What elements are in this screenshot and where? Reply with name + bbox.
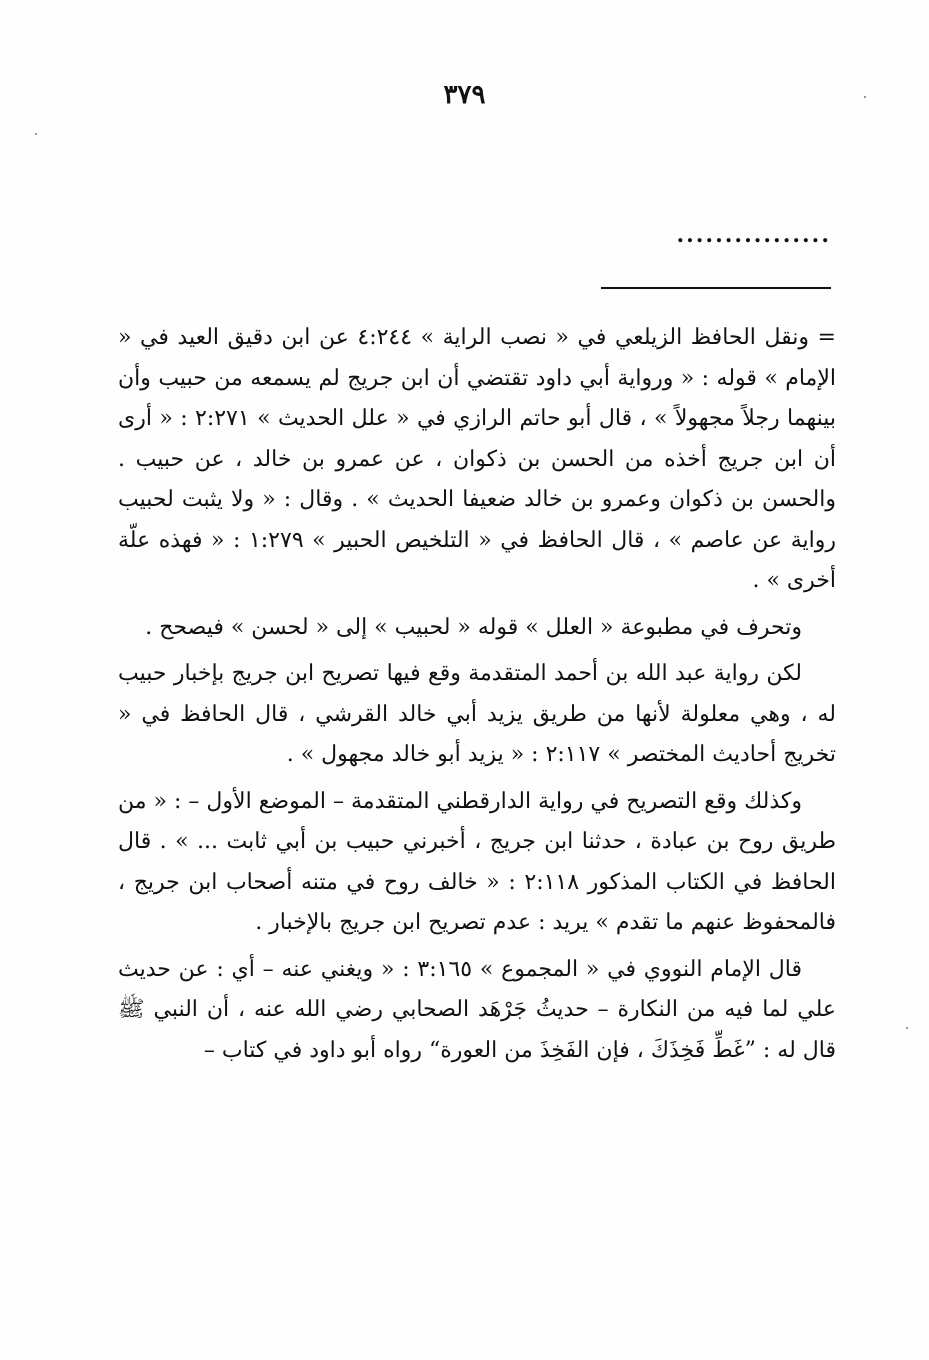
footnote-paragraph: وكذلك وقع التصريح في رواية الدارقطني المتقدمة – الموضع الأول – : « من طريق روح بن عبادة ، حدثنا ابن جريج ، أخبرني حبيب بن أبي ثابت ... » . قال الحافظ في الكتاب المذكور ٢:١١٨ : « خالف روح في متنه أصحاب ابن جريج ، فالمحفوظ عنهم ما تقدم » يريد : عدم تصريح ابن جريج بالإخبار . [118,788,836,935]
footnote-paragraph: لكن رواية عبد الله بن أحمد المتقدمة وقع فيها تصريح ابن جريج بإخبار حبيب له ، وهي معلولة لأنها من طريق يزيد أبي خالد القرشي ، قال الحافظ في « تخريج أحاديث المختصر » ٢:١١٧ : « يزيد أبو خالد مجهول » . [118,661,836,767]
page-number: ٣٧٩ [443,80,486,110]
footnote-separator-rule [601,287,831,289]
ellipsis-dots: ................ [676,222,831,248]
scan-speck [864,96,866,98]
scan-speck [906,1027,908,1029]
scan-speck [35,133,37,135]
footnote-text-block [118,318,836,1077]
footnote-paragraph: قال الإمام النووي في « المجموع » ٣:١٦٥ : « ويغني عنه – أي : عن حديث علي لما فيه من النكارة – حديثُ جَرْهَد الصحابي رضي الله عنه ، أن النبي ﷺ قال له : ”غَطِّ فَخِذَكَ ، فإن الفَخِذَ من العورة“ رواه أبو داود في كتاب – [118,956,836,1063]
footnote-paragraph: وتحرف في مطبوعة « العلل » قوله « لحبيب » إلى « لحسن » فيصحح . [145,614,802,640]
footnote-paragraph: = ونقل الحافظ الزيلعي في « نصب الراية » ٤:٢٤٤ عن ابن دقيق العيد في « الإمام » قوله : « ورواية أبي داود تقتضي أن ابن جريج لم يسمعه من حبيب وأن بينهما رجلاً مجهولاً » ، قال أبو حاتم الرازي في « علل الحديث » ٢:٢٧١ : « أرى أن ابن جريج أخذه من الحسن بن ذكوان ، عن عمرو بن خالد ، عن حبيب . والحسن بن ذكوان وعمرو بن خالد ضعيفا الحديث » . وقال : « ولا يثبت لحبيب رواية عن عاصم » ، قال الحافظ في « التلخيص الحبير » ١:٢٧٩ : « فهذه علّة أخرى » . [118,325,837,593]
